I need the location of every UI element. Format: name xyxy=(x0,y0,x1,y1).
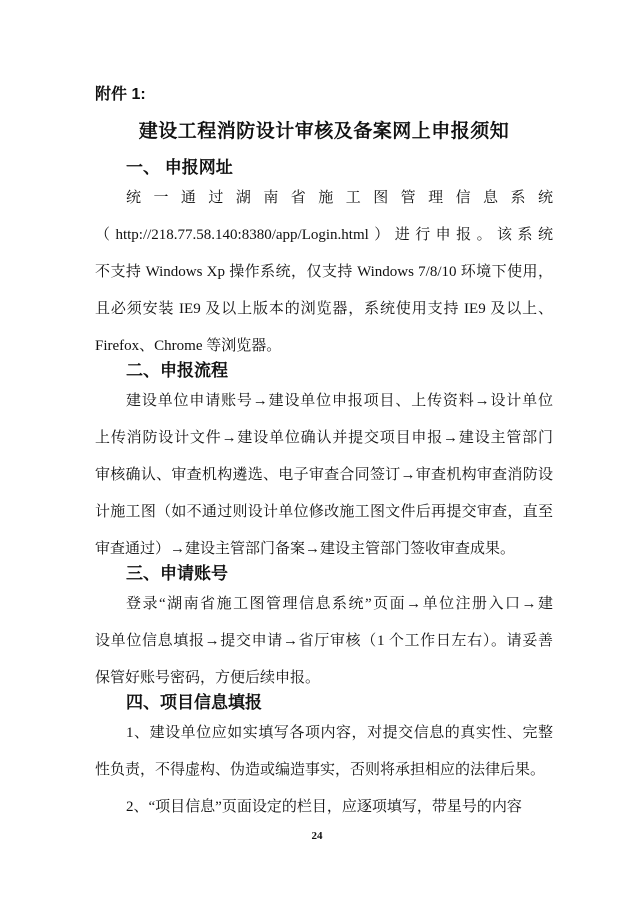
text-line: 性负责，不得虚构、伪造或编造事实，否则将承担相应的法律后果。 xyxy=(95,762,546,778)
text-line: 统一通过湖南省施工图管理信息系统 xyxy=(126,190,553,206)
text-line: 且必须安装 IE9 及以上版本的浏览器，系统使用支持 IE9 及以上、 xyxy=(95,301,553,317)
text-line: 不支持 Windows Xp 操作系统，仅支持 Windows 7/8/10 环境下使用， xyxy=(95,264,553,280)
document-sections xyxy=(95,156,553,826)
section-heading: 一、 申报网址 xyxy=(126,158,233,177)
text-line: 1、建设单位应如实填写各项内容，对提交信息的真实性、完整 xyxy=(126,725,553,741)
text-line: 2、“项目信息”页面设定的栏目，应逐项填写，带星号的内容 xyxy=(126,799,522,815)
text-line: 保管好账号密码，方便后续申报。 xyxy=(95,670,321,686)
text-line: 审查通过）→建设主管部门备案→建设主管部门签收审查成果。 xyxy=(95,541,516,557)
text-line: Firefox、Chrome 等浏览器。 xyxy=(95,338,282,354)
page-number: 24 xyxy=(311,830,323,842)
document-title: 建设工程消防设计审核及备案网上申报须知 xyxy=(138,121,510,142)
text-line: 上传消防设计文件→建设单位确认并提交项目申报→建设主管部门 xyxy=(95,430,553,446)
text-line: 建设单位申请账号→建设单位申报项目、上传资料→设计单位 xyxy=(126,393,553,409)
text-line: 设单位信息填报→提交申请→省厅审核（1 个工作日左右）。请妥善 xyxy=(95,633,553,649)
text-line: 审核确认、审查机构遴选、电子审查合同签订→审查机构审查消防设 xyxy=(95,467,553,483)
paragraph xyxy=(95,789,553,826)
attachment-label: 附件 1: xyxy=(95,86,146,103)
paragraph xyxy=(95,586,553,697)
text-line: （http://218.77.58.140:8380/app/Login.html）进行申报。该系统 xyxy=(95,227,553,243)
text-line: 计施工图（如不通过则设计单位修改施工图文件后再提交审查，直至 xyxy=(95,504,553,520)
section-heading: 三、申请账号 xyxy=(126,564,228,583)
paragraph xyxy=(95,715,553,789)
section-heading: 二、申报流程 xyxy=(126,361,228,380)
section-heading: 四、项目信息填报 xyxy=(126,693,262,712)
text-line: 登录“湖南省施工图管理信息系统”页面→单位注册入口→建 xyxy=(126,596,553,612)
paragraph xyxy=(95,180,553,365)
paragraph xyxy=(95,383,553,568)
